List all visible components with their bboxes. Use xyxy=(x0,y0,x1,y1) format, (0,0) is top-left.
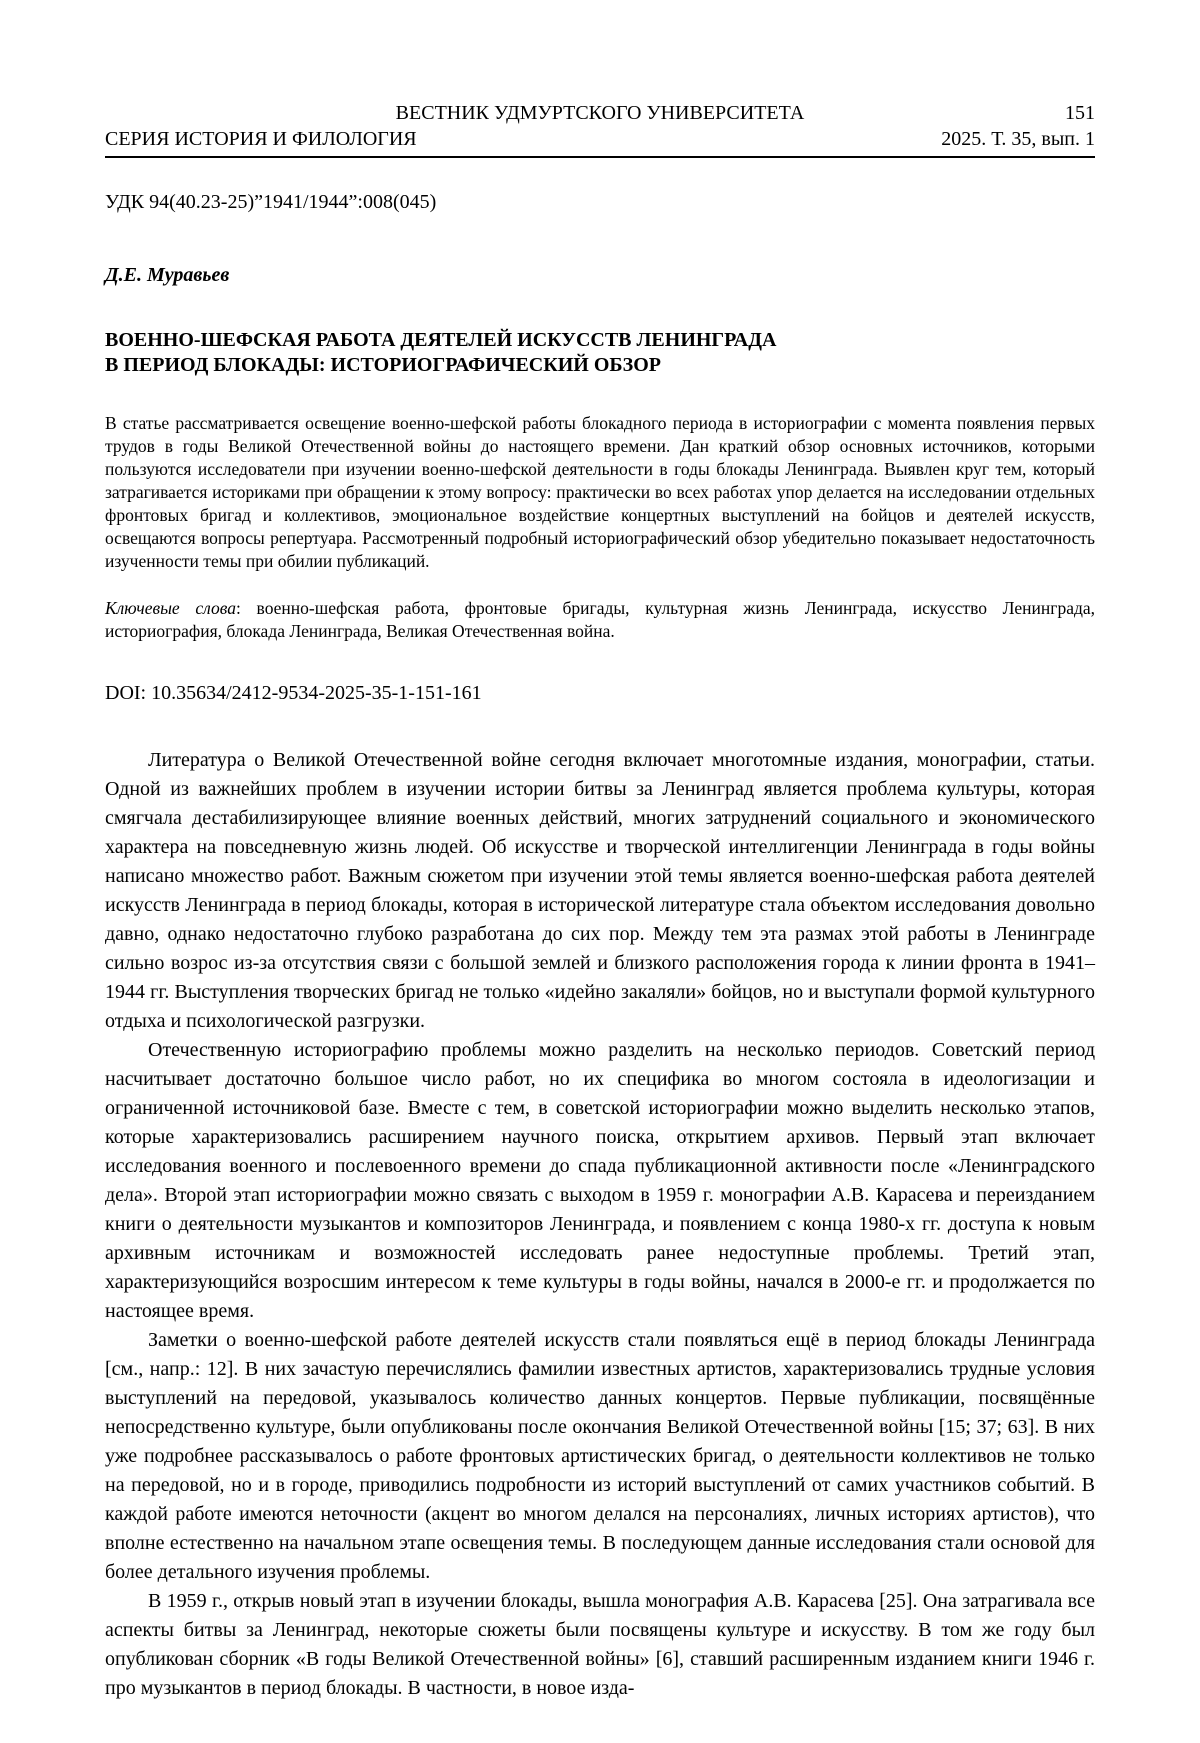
keywords-label: Ключевые слова xyxy=(105,598,236,618)
body-paragraph: Литература о Великой Отечественной войне сегодня включает многотомные издания, монографии, статьи. Одной из важнейших проблем в изучении истории битвы за Ленинград является проблема культуры, которая смягчала дестабилизирующее влияние военных действий, многих затруднений социального и экономического характера на повседневную жизнь людей. Об искусстве и творческой интеллигенции Ленинграда в годы войны написано множество работ. Важным сюжетом при изучении этой темы является военно-шефская работа деятелей искусств Ленинграда в период блокады, которая в исторической литературе стала объектом исследования довольно давно, однако недостаточно глубоко разработана до сих пор. Между тем эта размах этой работы в Ленинграде сильно возрос из-за отсутствия связи с большой землей и близкого расположения города к линии фронта в 1941–1944 гг. Выступления творческих бригад не только «идейно закаляли» бойцов, но и выступали формой культурного отдыха и психологической разгрузки. xyxy=(105,749,1095,1032)
keywords-text: военно-шефская работа, фронтовые бригады, культурная жизнь Ленинграда, искусство Ленинграда, историография, блокада Ленинграда, Великая Отечественная война. xyxy=(105,598,1096,641)
doi-line: DOI: 10.35634/2412-9534-2025-35-1-151-161 xyxy=(105,682,482,704)
keywords-line xyxy=(105,597,1095,643)
body-paragraph: В 1959 г., открыв новый этап в изучении блокады, вышла монография А.В. Карасева [25]. Она затрагивала все аспекты битвы за Ленинград, некоторые сюжеты были посвящены культуре и искусству. В том же году был опубликован сборник «В годы Великой Отечественной войны» [6], ставший расширенным изданием книги 1946 г. про музыкантов в период блокады. В частности, в новое изда- xyxy=(105,1590,1095,1699)
issue-info: 2025. Т. 35, вып. 1 xyxy=(941,128,1095,150)
journal-title: ВЕСТНИК УДМУРТСКОГО УНИВЕРСИТЕТА xyxy=(395,102,805,124)
body-paragraph: Отечественную историографию проблемы можно разделить на несколько периодов. Советский период насчитывает достаточно большое число работ, но их специфика во многом состояла в идеологизации и ограниченной источниковой базе. Вместе с тем, в советской историографии можно выделить несколько этапов, которые характеризовались расширением научного поиска, открытием архивов. Первый этап включает исследования военного и послевоенного времени до спада публикационной активности после «Ленинградского дела». Второй этап историографии можно связать с выходом в 1959 г. монографии А.В. Карасева и переизданием книги о деятельности музыкантов и композиторов Ленинграда, и появлением с конца 1980-х гг. доступа к новым архивным источникам и возможностей исследовать ранее недоступные проблемы. Третий этап, характеризующийся возросшим интересом к теме культуры в годы войны, начался в 2000-е гг. и продолжается по настоящее время. xyxy=(105,1039,1095,1322)
series-title: СЕРИЯ ИСТОРИЯ И ФИЛОЛОГИЯ xyxy=(105,128,417,150)
body-paragraph: Заметки о военно-шефской работе деятелей искусств стали появляться ещё в период блокады Ленинграда [см., напр.: 12]. В них зачастую перечислялись фамилии известных артистов, характеризовались трудные условия выступлений на передовой, указывалось количество данных концертов. Первые публикации, посвящённые непосредственно культуре, были опубликованы после окончания Великой Отечественной войны [15; 37; 63]. В них уже подробнее рассказывалось о работе фронтовых артистических бригад, о деятельности коллективов не только на передовой, но и в городе, приводились подробности из историй выступлений от самих участников событий. В каждой работе имеются неточности (акцент во многом делался на персоналиях, личных историях артистов), что вполне естественно на начальном этапе освещения темы. В последующем данные исследования стали основой для более детального изучения проблемы. xyxy=(105,1329,1095,1583)
page-number: 151 xyxy=(1065,102,1095,124)
article-title: ВОЕННО-ШЕФСКАЯ РАБОТА ДЕЯТЕЛЕЙ ИСКУССТВ ЛЕНИНГРАДА В ПЕРИОД БЛОКАДЫ: ИСТОРИОГРАФИЧЕСКИЙ ОБЗОР xyxy=(105,329,777,376)
header-row-2 xyxy=(105,126,1095,152)
article-body xyxy=(105,746,1095,1703)
header-row-1 xyxy=(105,100,1095,126)
udk-line: УДК 94(40.23-25)”1941/1944”:008(045) xyxy=(105,191,437,213)
author-name: Д.Е. Муравьев xyxy=(105,264,230,286)
abstract-text: В статье рассматривается освещение военно-шефской работы блокадного периода в историографии с момента появления первых трудов в годы Великой Отечественной войны до настоящего времени. Дан краткий обзор основных источников, которыми пользуются исследователи при изучении военно-шефской деятельности в годы блокады Ленинграда. Выявлен круг тем, который затрагивается историками при обращении к этому вопросу: практически во всех работах упор делается на исследовании отдельных фронтовых бригад и коллективов, эмоциональное воздействие концертных выступлений на бойцов и деятелей искусств, освещаются вопросы репертуара. Рассмотренный подробный историографический обзор убедительно показывает недостаточность изученности темы при обилии публикаций. xyxy=(105,413,1095,571)
journal-header xyxy=(105,100,1095,158)
keywords-separator: : xyxy=(235,598,257,618)
